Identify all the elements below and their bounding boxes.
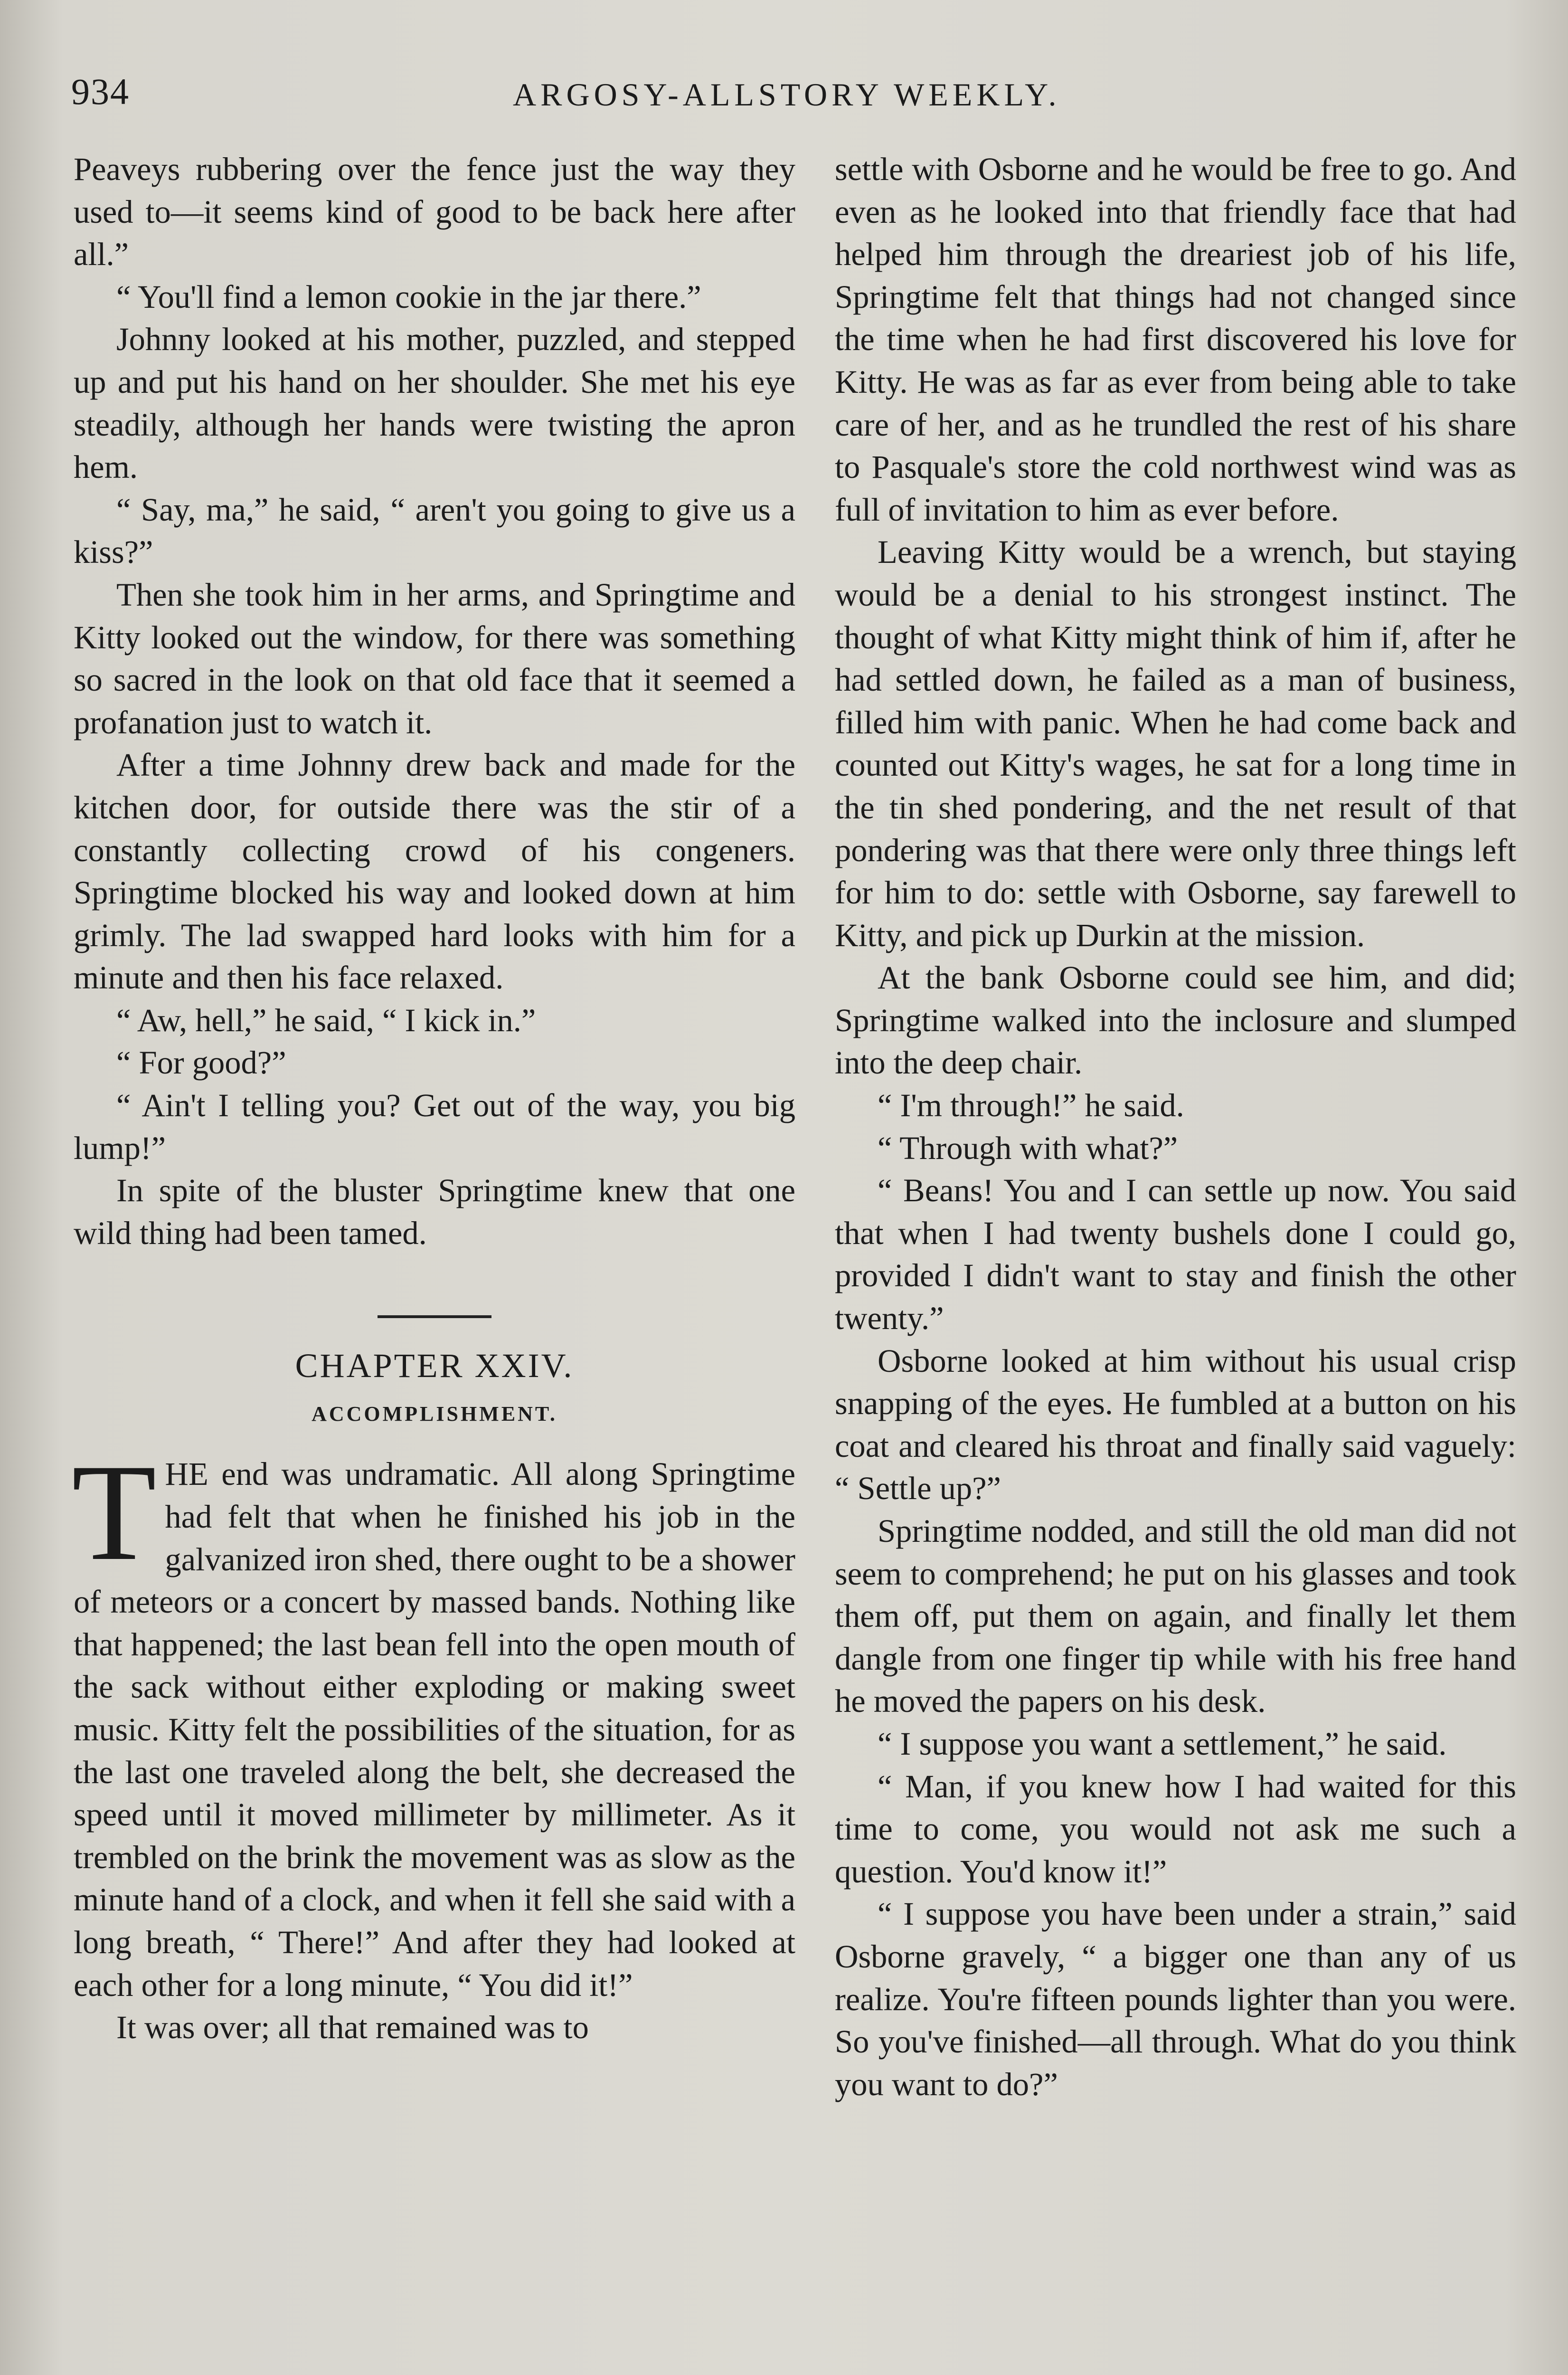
page-number: 934 [71, 71, 130, 112]
left-column [74, 148, 795, 2049]
paragraph: At the bank Osborne could see him, and did; Springtime walked into the inclosure and slumped into the deep chair. [835, 960, 1516, 1081]
paragraph: “ For good?” [116, 1045, 286, 1081]
paragraph: Leaving Kitty would be a wrench, but staying would be a denial to his strongest instinct. The thought of what Kitty might think of him if, after he had settled down, he failed as a man of business, filled him with panic. When he had come back and counted out Kitty's wages, he sat for a long time in the tin shed pondering, and the net result of that pondering was that there were only three things left for him to do: settle with Osborne, say farewell to Kitty, and pick up Durkin at the mission. [835, 534, 1516, 953]
paragraph: “ Ain't I telling you? Get out of the way, you big lump!” [74, 1087, 795, 1166]
right-column [835, 148, 1516, 2106]
paragraph: It was over; all that remained was to [116, 2009, 589, 2046]
paragraph: Peaveys rubbering over the fence just the way they used to—it seems kind of good to be back here after all.” [74, 151, 795, 273]
paragraph: Springtime nodded, and still the old man did not seem to comprehend; he put on his glasses and took them off, put them on again, and finally let them dangle from one finger tip while with his free hand he moved the papers on his desk. [835, 1513, 1516, 1720]
running-head: ARGOSY-ALLSTORY WEEKLY. [513, 76, 1061, 113]
chapter-title: CHAPTER XXIV. [295, 1347, 574, 1385]
paragraph: In spite of the bluster Springtime knew that one wild thing had been tamed. [74, 1172, 795, 1251]
section-divider [378, 1315, 491, 1318]
paragraph: After a time Johnny drew back and made for the kitchen door, for outside there was the stir of a constantly collecting crowd of his congeners. Springtime blocked his way and looked down at him grimly. The lad swapped hard looks with him for a minute and then his face relaxed. [74, 747, 795, 996]
paragraph: “ Say, ma,” he said, “ aren't you going to give us a kiss?” [74, 491, 795, 570]
opening-paragraph-text: HE end was undramatic. All along Springtime had felt that when he finished his job in the galvanized iron shed, there ought to be a shower of meteors or a concert by massed bands. Nothing like that happened; the last bean fell into the open mouth of the sack without either exploding or making sweet music. Kitty felt the possibilities of the situation, for as the last one traveled along the belt, she decreased the speed until it moved millimeter by millimeter. As it trembled on the brink the movement was as slow as the minute hand of a clock, and when it fell she said with a long breath, “ There!” And after they had looked at each other for a long minute, “ You did it!” [74, 1456, 795, 2003]
paragraph: “ You'll find a lemon cookie in the jar there.” [116, 278, 701, 315]
paragraph: “ Aw, hell,” he said, “ I kick in.” [116, 1002, 536, 1038]
drop-cap: T [72, 1436, 157, 1590]
paragraph: “ I'm through!” he said. [878, 1087, 1184, 1124]
paragraph: Osborne looked at him without his usual crisp snapping of the eyes. He fumbled at a button on his coat and cleared his throat and finally said vaguely: “ Settle up?” [835, 1342, 1516, 1507]
paragraph: “ Beans! You and I can settle up now. You said that when I had twenty bushels done I could go, provided I didn't want to stay and finish the other twenty.” [835, 1172, 1516, 1337]
paragraph: “ Man, if you knew how I had waited for this time to come, you would not ask me such a question. You'd know it!” [835, 1768, 1516, 1890]
opening-paragraph [72, 1436, 795, 2006]
paragraph: Then she took him in her arms, and Springtime and Kitty looked out the window, for there was something so sacred in the look on that old face that it seemed a profanation just to watch it. [74, 576, 795, 741]
chapter-subtitle: ACCOMPLISHMENT. [312, 1402, 557, 1426]
paragraph: “ I suppose you want a settlement,” he said. [878, 1725, 1447, 1762]
paragraph: “ I suppose you have been under a strain,” said Osborne gravely, “ a bigger one than any of us realize. You're fifteen pounds lighter than you were. So you've finished—all through. What do you think you want to do?” [835, 1896, 1516, 2102]
paragraph: Johnny looked at his mother, puzzled, and stepped up and put his hand on her shoulder. She met his eye steadily, although her hands were twisting the apron hem. [74, 321, 795, 485]
paragraph: “ Through with what?” [878, 1130, 1178, 1166]
paragraph-continuation: settle with Osborne and he would be free to go. And even as he looked into that friendly face that had helped him through the dreariest job of his life, Springtime felt that things had not changed since the time when he had first discovered his love for Kitty. He was as far as ever from being able to take care of her, and as he trundled the rest of his share to Pasquale's store the cold northwest wind was as full of invitation to him as ever before. [835, 151, 1516, 528]
